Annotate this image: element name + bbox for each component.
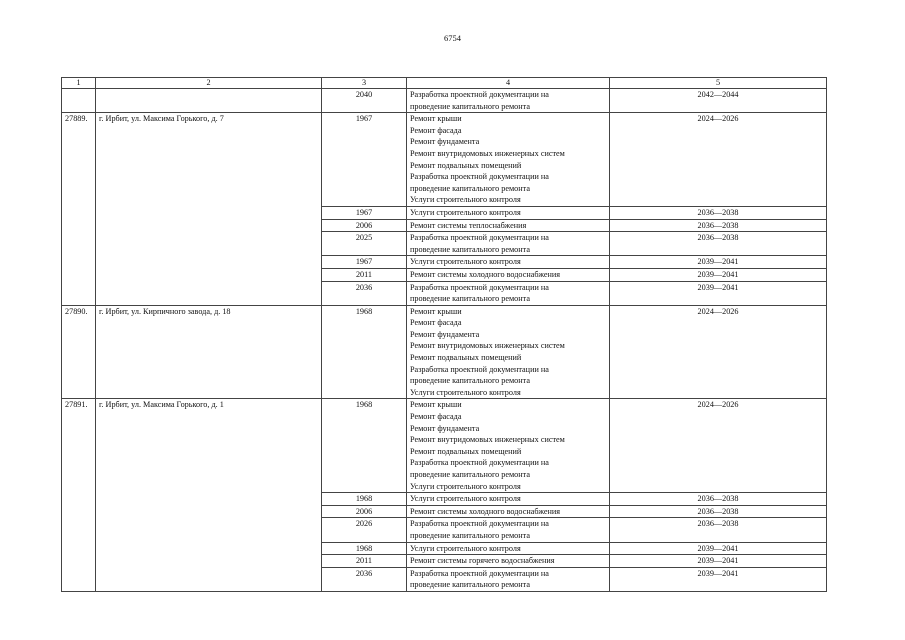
work-line: Ремонт фундамента	[410, 329, 480, 339]
year-cell: 2025	[322, 232, 407, 256]
works-cell	[407, 256, 610, 269]
works-cell	[407, 219, 610, 232]
year-cell: 2011	[322, 555, 407, 568]
work-line: Ремонт подвальных помещений	[410, 446, 522, 456]
work-line: Ремонт фасада	[410, 412, 462, 422]
work-line: Разработка проектной документации на	[410, 172, 549, 182]
header-col-2: 2	[96, 78, 322, 89]
table-row	[62, 113, 827, 207]
work-line: Услуги строительного контроля	[410, 195, 521, 205]
object-number-cell: 27889.	[62, 113, 96, 306]
period-cell: 2039—2041	[610, 542, 827, 555]
work-line: Ремонт системы холодного водоснабжения	[410, 269, 561, 279]
period-cell: 2036—2038	[610, 206, 827, 219]
work-line: Услуги строительного контроля	[410, 257, 521, 267]
work-line: Ремонт фасада	[410, 125, 462, 135]
work-line: проведение капитального ремонта	[410, 244, 530, 254]
work-line: Ремонт подвальных помещений	[410, 160, 522, 170]
period-cell: 2039—2041	[610, 567, 827, 591]
works-cell	[407, 268, 610, 281]
work-line: Ремонт подвальных помещений	[410, 353, 522, 363]
period-cell: 2036—2038	[610, 505, 827, 518]
work-line: Разработка проектной документации на	[410, 458, 549, 468]
year-cell: 2011	[322, 268, 407, 281]
work-line: Услуги строительного контроля	[410, 387, 521, 397]
work-line: Ремонт фундамента	[410, 423, 480, 433]
period-cell: 2024—2026	[610, 399, 827, 493]
work-line: Услуги строительного контроля	[410, 543, 521, 553]
table-row	[62, 305, 827, 399]
year-cell: 2036	[322, 281, 407, 305]
address-cell	[96, 89, 322, 113]
works-cell	[407, 493, 610, 506]
work-line: Разработка проектной документации на	[410, 233, 549, 243]
period-cell: 2024—2026	[610, 305, 827, 399]
work-line: Разработка проектной документации на	[410, 519, 549, 529]
work-line: Ремонт системы горячего водоснабжения	[410, 556, 555, 566]
capital-repair-table	[61, 77, 827, 592]
year-cell: 2036	[322, 567, 407, 591]
work-line: Разработка проектной документации на	[410, 568, 549, 578]
works-cell	[407, 206, 610, 219]
work-line: Разработка проектной документации на	[410, 90, 549, 99]
period-cell: 2039—2041	[610, 555, 827, 568]
period-cell: 2036—2038	[610, 219, 827, 232]
works-cell	[407, 567, 610, 591]
object-number-cell: 27890.	[62, 305, 96, 399]
works-cell	[407, 232, 610, 256]
table-body	[62, 89, 827, 592]
works-cell	[407, 113, 610, 207]
period-cell: 2039—2041	[610, 256, 827, 269]
work-line: проведение капитального ремонта	[410, 294, 530, 304]
year-cell: 1968	[322, 399, 407, 493]
works-cell	[407, 305, 610, 399]
work-line: Ремонт фасада	[410, 318, 462, 328]
work-line: Ремонт внутридомовых инженерных систем	[410, 435, 565, 445]
work-line: Ремонт системы теплоснабжения	[410, 220, 527, 230]
year-cell: 1968	[322, 493, 407, 506]
work-line: Ремонт фундамента	[410, 137, 480, 147]
year-cell: 1967	[322, 206, 407, 219]
work-line: Услуги строительного контроля	[410, 207, 521, 217]
works-cell	[407, 555, 610, 568]
work-line: Услуги строительного контроля	[410, 494, 521, 504]
work-line: Разработка проектной документации на	[410, 282, 549, 292]
object-number-cell	[62, 89, 96, 113]
year-cell: 2026	[322, 518, 407, 542]
period-cell: 2039—2041	[610, 268, 827, 281]
period-cell: 2036—2038	[610, 493, 827, 506]
period-cell: 2036—2038	[610, 232, 827, 256]
period-cell: 2039—2041	[610, 281, 827, 305]
work-line: проведение капитального ремонта	[410, 530, 530, 540]
address-cell: г. Ирбит, ул. Максима Горького, д. 7	[96, 113, 322, 306]
work-line: Ремонт крыши	[410, 114, 462, 124]
header-col-3: 3	[322, 78, 407, 89]
table-row	[62, 89, 827, 113]
work-line: Услуги строительного контроля	[410, 481, 521, 491]
works-cell	[407, 89, 610, 113]
page-number: 6754	[444, 33, 461, 43]
header-col-5: 5	[610, 78, 827, 89]
header-col-1: 1	[62, 78, 96, 89]
address-cell: г. Ирбит, ул. Максима Горького, д. 1	[96, 399, 322, 592]
work-line: Ремонт крыши	[410, 400, 462, 410]
table-row	[62, 399, 827, 493]
work-line: проведение капитального ремонта	[410, 470, 530, 479]
work-line: Ремонт системы холодного водоснабжения	[410, 506, 561, 516]
work-line: Ремонт внутридомовых инженерных систем	[410, 148, 565, 158]
year-cell: 2006	[322, 505, 407, 518]
works-cell	[407, 505, 610, 518]
work-line: Ремонт крыши	[410, 306, 462, 316]
works-cell	[407, 281, 610, 305]
year-cell: 1968	[322, 542, 407, 555]
year-cell: 1967	[322, 256, 407, 269]
year-cell: 1967	[322, 113, 407, 207]
work-line: проведение капитального ремонта	[410, 183, 530, 193]
work-line: проведение капитального ремонта	[410, 580, 530, 590]
year-cell: 1968	[322, 305, 407, 399]
work-line: Ремонт внутридомовых инженерных систем	[410, 341, 565, 351]
year-cell: 2006	[322, 219, 407, 232]
work-line: проведение капитального ремонта	[410, 101, 530, 111]
header-row	[62, 78, 827, 89]
work-line: Разработка проектной документации на	[410, 364, 549, 374]
works-cell	[407, 399, 610, 493]
period-cell: 2042—2044	[610, 89, 827, 113]
works-cell	[407, 542, 610, 555]
works-cell	[407, 518, 610, 542]
year-cell: 2040	[322, 89, 407, 113]
header-col-4: 4	[407, 78, 610, 89]
period-cell: 2036—2038	[610, 518, 827, 542]
object-number-cell: 27891.	[62, 399, 96, 592]
address-cell: г. Ирбит, ул. Кирпичного завода, д. 18	[96, 305, 322, 399]
work-line: проведение капитального ремонта	[410, 376, 530, 386]
period-cell: 2024—2026	[610, 113, 827, 207]
